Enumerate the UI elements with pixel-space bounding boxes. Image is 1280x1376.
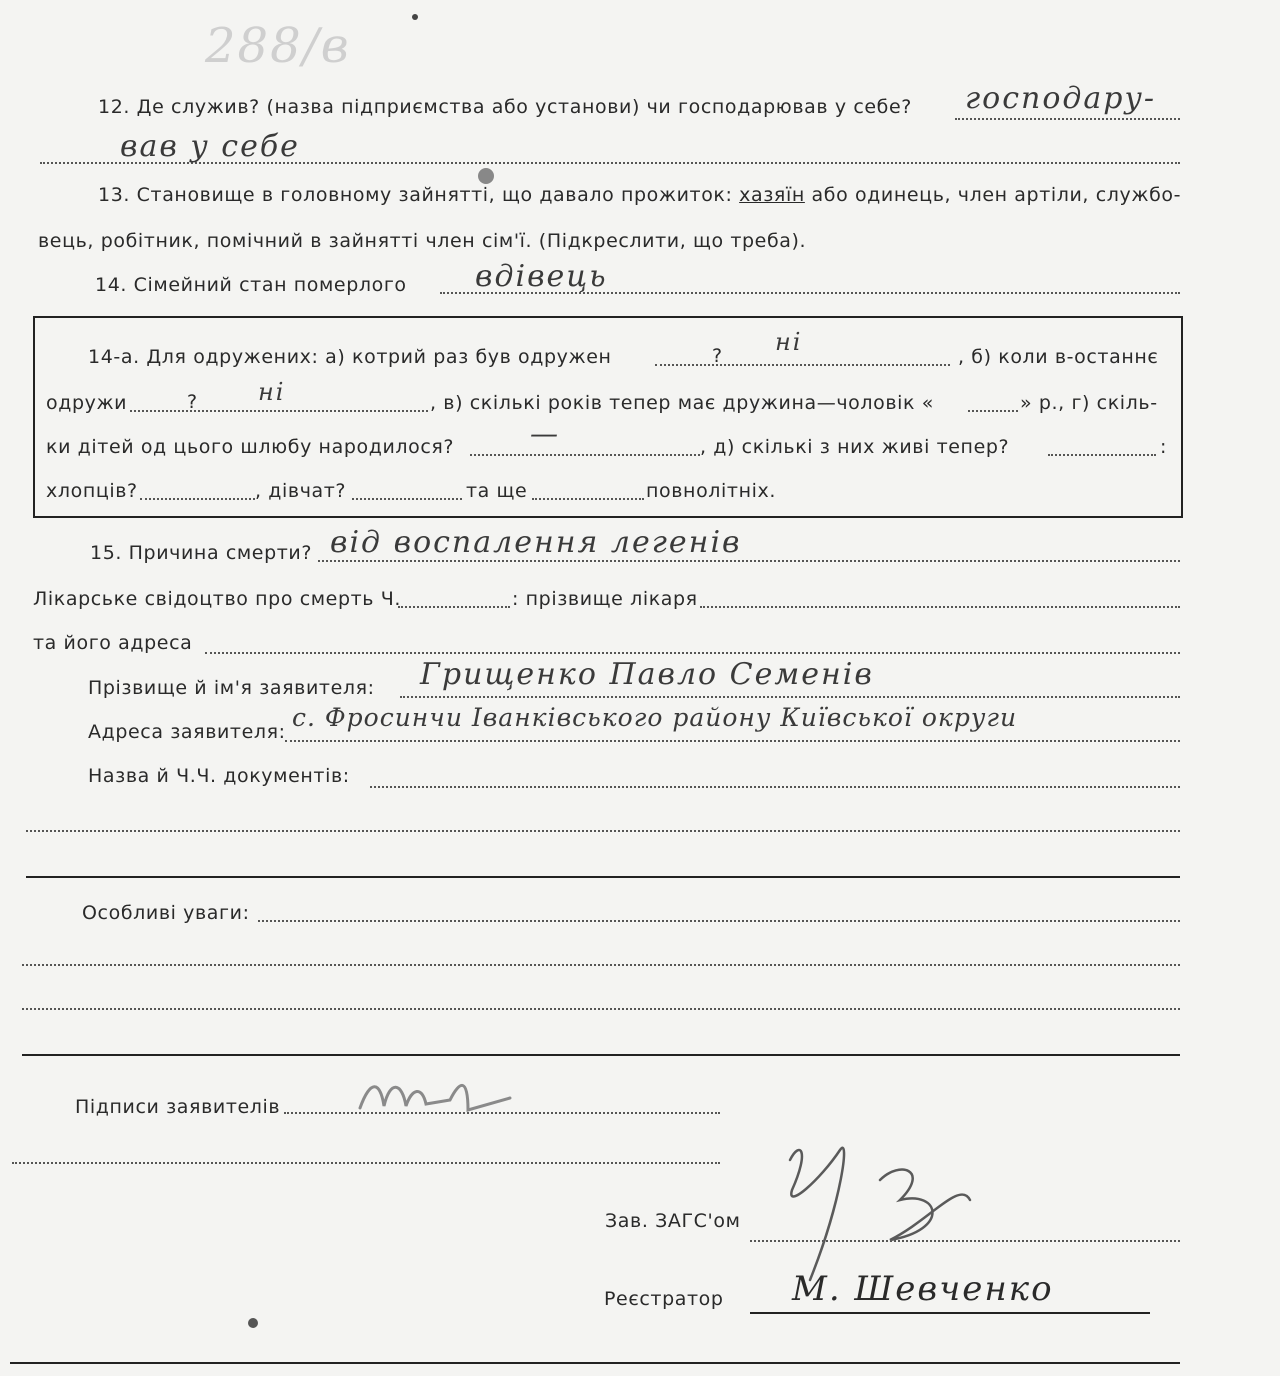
- q14a-line4-girls: , дівчат?: [255, 480, 347, 502]
- ink-blot-icon: [478, 168, 494, 184]
- registrar-signature: М. Шевченко: [792, 1269, 1054, 1309]
- q13-text-post: або одинець, член артіли, службо-: [804, 184, 1182, 206]
- medical-address-dots: [205, 652, 1180, 654]
- applicant-address-label: Адреса заявителя:: [88, 721, 286, 743]
- q14a-line3-end: :: [1160, 436, 1168, 458]
- q14a-line4-more-dots: [532, 498, 644, 500]
- q13-line2: вець, робітник, помічний в зайнятті член сім'ї. (Підкреслити, що треба).: [38, 230, 807, 252]
- q14-label: 14. Сімейний стан померлого: [95, 274, 407, 296]
- applicant-docs-label: Назва й Ч.Ч. документів:: [88, 765, 350, 787]
- medical-doctor-dots: [700, 606, 1180, 608]
- bottom-rule: [10, 1362, 1180, 1364]
- applicant-address-dots: [285, 740, 1180, 742]
- q14a-line4-boys: хлопців?: [46, 480, 138, 502]
- q14a-line2-dots: [130, 410, 428, 412]
- applicant-signatures-dots2: [12, 1162, 720, 1164]
- applicant-docs-dots2: [26, 830, 1180, 832]
- q14a-line1-qmark: ?: [712, 345, 723, 367]
- q14a-line3-mid: , д) скількі з них живі тепер?: [700, 436, 1010, 458]
- q14a-line2-answer: ні: [258, 378, 286, 406]
- ink-dot-icon: [248, 1318, 258, 1328]
- q14a-line4-end: повнолітніх.: [646, 480, 776, 502]
- medical-address-label: та його адреса: [33, 632, 193, 654]
- q14a-line2-end: » р., г) скіль-: [1020, 392, 1158, 414]
- applicant-name-label: Прізвище й ім'я заявителя:: [88, 677, 375, 699]
- q14a-line4-girls-dots: [352, 498, 462, 500]
- q14a-line2-qmark: ?: [187, 391, 198, 413]
- q14a-line1-end: , б) коли в-останнє: [958, 346, 1159, 368]
- notes-dots1: [258, 920, 1180, 922]
- q14a-line3-answer: —: [530, 417, 560, 450]
- q14a-line1-label: 14-а. Для одружених: а) котрий раз був одружен: [88, 346, 612, 368]
- q13-line1: [98, 186, 1181, 205]
- q12-answer-line1: господару-: [965, 81, 1157, 116]
- head-signature-icon: [730, 1120, 990, 1290]
- section-divider-2: [22, 1054, 1180, 1056]
- q14a-line2-mid: , в) скількі років тепер має дружина—чоловік «: [430, 392, 934, 414]
- q14a-line3-dots: [470, 454, 700, 456]
- medical-cert-label: Лікарське свідоцтво про смерть Ч.: [33, 588, 401, 610]
- q15-line: [318, 560, 1180, 562]
- q14a-line2-label: одружи: [46, 392, 128, 414]
- notes-dots2: [22, 964, 1180, 966]
- q14a-line3-label: ки дітей од цього шлюбу народилося?: [46, 436, 455, 458]
- head-label: Зав. ЗАГС'ом: [605, 1210, 741, 1232]
- applicant-address-value: с. Фросинчи Іванківського району Київської округи: [292, 703, 1018, 732]
- q15-label: 15. Причина смерти?: [90, 542, 313, 564]
- medical-cert-dots: [398, 606, 510, 608]
- q14a-line4-more: та ще: [466, 480, 528, 502]
- ink-speck-icon: [412, 14, 418, 20]
- q12-label: 12. Де служив? (назва підприємства або установи) чи господарював у себе?: [98, 96, 912, 118]
- archive-number: 288/в: [205, 18, 351, 74]
- q14a-line3-dots2: [1048, 454, 1156, 456]
- applicant-name-dots: [400, 696, 1180, 698]
- applicant-docs-dots: [370, 786, 1180, 788]
- q12-line1: [955, 118, 1180, 120]
- q15-answer: від воспалення легенів: [330, 525, 742, 560]
- q14a-line2-age-dots: [968, 410, 1018, 412]
- q12-answer-line2: вав у себе: [120, 129, 300, 164]
- q14a-line4-boys-dots: [140, 498, 255, 500]
- q14a-line1-dots: [655, 364, 950, 366]
- notes-dots3: [22, 1008, 1180, 1010]
- registrar-line: [750, 1312, 1150, 1314]
- section-divider-1: [26, 876, 1180, 878]
- applicant-name-value: Грищенко Павло Семенів: [420, 657, 874, 692]
- q13-underlined-option: хазяїн: [739, 184, 805, 206]
- medical-doctor-label: : прізвище лікаря: [512, 588, 698, 610]
- q14-answer: вдівець: [475, 259, 608, 294]
- q14a-line1-answer: ні: [775, 328, 803, 356]
- applicant-signatures-label: Підписи заявителів: [75, 1096, 281, 1118]
- notes-label: Особливі уваги:: [82, 902, 250, 924]
- registrar-label: Реєстратор: [604, 1288, 724, 1310]
- q13-text-pre: 13. Становище в головному зайнятті, що давало прожиток:: [98, 184, 740, 206]
- applicant-signature-icon: [350, 1060, 530, 1130]
